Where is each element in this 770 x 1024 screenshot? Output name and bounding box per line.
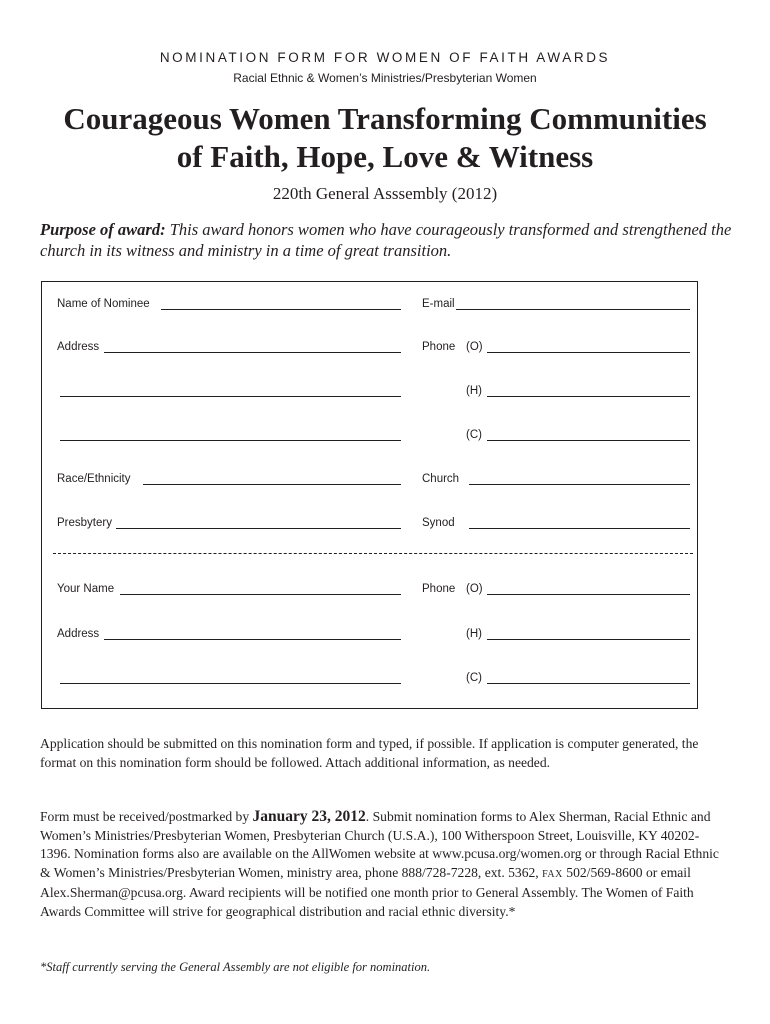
nominee-address-field-3[interactable] bbox=[60, 440, 401, 441]
synod-field[interactable] bbox=[469, 528, 690, 529]
presbytery-field[interactable] bbox=[116, 528, 401, 529]
page-subtitle: 220th General Asssembly (2012) bbox=[272, 184, 498, 203]
title-line-2: of Faith, Hope, Love & Witness bbox=[176, 139, 594, 174]
race-ethnicity-label: Race/Ethnicity bbox=[57, 473, 131, 485]
instructions-closing-text: 502/569-8600 or email Alex.Sherman@pcusa.org. Award recipients will be notified one month prior to General Assembly. The Women of Faith Awards Committee will strive for geographical distribution and racial ethnic diversity.* bbox=[40, 864, 694, 919]
nominee-name-label: Name of Nominee bbox=[57, 298, 150, 310]
nominee-address-field-2[interactable] bbox=[60, 396, 401, 397]
your-phone-office-field[interactable] bbox=[487, 594, 690, 595]
your-address-field-1[interactable] bbox=[104, 639, 401, 640]
nominee-phone-cell-label: (C) bbox=[466, 429, 482, 441]
nominee-phone-label: Phone bbox=[422, 341, 456, 353]
email-label: E-mail bbox=[422, 298, 455, 310]
your-name-label: Your Name bbox=[57, 583, 115, 595]
race-ethnicity-field[interactable] bbox=[143, 484, 401, 485]
nominee-address-field-1[interactable] bbox=[104, 352, 401, 353]
instructions-paragraph-1: Application should be submitted on this nomination form and typed, if possible. If application is computer generated, the format on this nomination form should be followed. Attach additional information, as needed. bbox=[40, 736, 699, 770]
nominee-phone-home-field[interactable] bbox=[487, 396, 690, 397]
your-phone-cell-label: (C) bbox=[466, 672, 482, 684]
synod-label: Synod bbox=[422, 517, 455, 529]
your-name-field[interactable] bbox=[120, 594, 401, 595]
section-divider bbox=[53, 553, 693, 554]
purpose-text: This award honors women who have courageously transformed and strengthened the church in its witness and ministry in a time of great transition. bbox=[40, 220, 732, 260]
your-phone-home-label: (H) bbox=[466, 628, 482, 640]
title-line-1: Courageous Women Transforming Communities bbox=[63, 101, 707, 136]
purpose-label: Purpose of award: bbox=[40, 220, 166, 239]
nominee-phone-office-label: (O) bbox=[466, 341, 483, 353]
form-header: NOMINATION FORM FOR WOMEN OF FAITH AWARDS bbox=[159, 50, 611, 65]
page-title bbox=[0, 100, 770, 176]
nominee-phone-home-label: (H) bbox=[466, 385, 482, 397]
purpose-statement bbox=[40, 219, 740, 261]
your-phone-home-field[interactable] bbox=[487, 639, 690, 640]
instructions-paragraph-2 bbox=[40, 808, 720, 922]
nominee-name-field[interactable] bbox=[161, 309, 401, 310]
your-phone-label: Phone bbox=[422, 583, 456, 595]
deadline-date: January 23, 2012 bbox=[252, 808, 366, 825]
presbytery-label: Presbytery bbox=[57, 517, 112, 529]
instructions-submission-text: . Submit nomination forms to Alex Sherman, Racial Ethnic and Women’s Ministries/Presbyterian Women, Presbyterian Church (U.S.A.), 100 Witherspoon Street, Louisville, KY 40202-1396. Nomination forms also are available on the AllWomen website at www.pcusa.org/women.org or through Racial Ethnic & Women’s Ministries/Presbyterian Women, ministry area, phone 888/728-7228, ext. 5362, bbox=[40, 809, 719, 880]
footnote: *Staff currently serving the General Assembly are not eligible for nomination. bbox=[40, 960, 431, 974]
church-label: Church bbox=[422, 473, 460, 485]
your-phone-office-label: (O) bbox=[466, 583, 483, 595]
nomination-form-box bbox=[41, 281, 698, 709]
email-field[interactable] bbox=[456, 309, 690, 310]
nominee-address-label: Address bbox=[57, 341, 100, 353]
your-address-field-2[interactable] bbox=[60, 683, 401, 684]
church-field[interactable] bbox=[469, 484, 690, 485]
organization-name: Racial Ethnic & Women’s Ministries/Presbyterian Women bbox=[233, 71, 537, 85]
instructions-deadline-intro: Form must be received/postmarked by bbox=[40, 809, 253, 824]
fax-label: FAX bbox=[542, 868, 563, 880]
nominee-phone-cell-field[interactable] bbox=[487, 440, 690, 441]
your-phone-cell-field[interactable] bbox=[487, 683, 690, 684]
nominee-phone-office-field[interactable] bbox=[487, 352, 690, 353]
your-address-label: Address bbox=[57, 628, 100, 640]
